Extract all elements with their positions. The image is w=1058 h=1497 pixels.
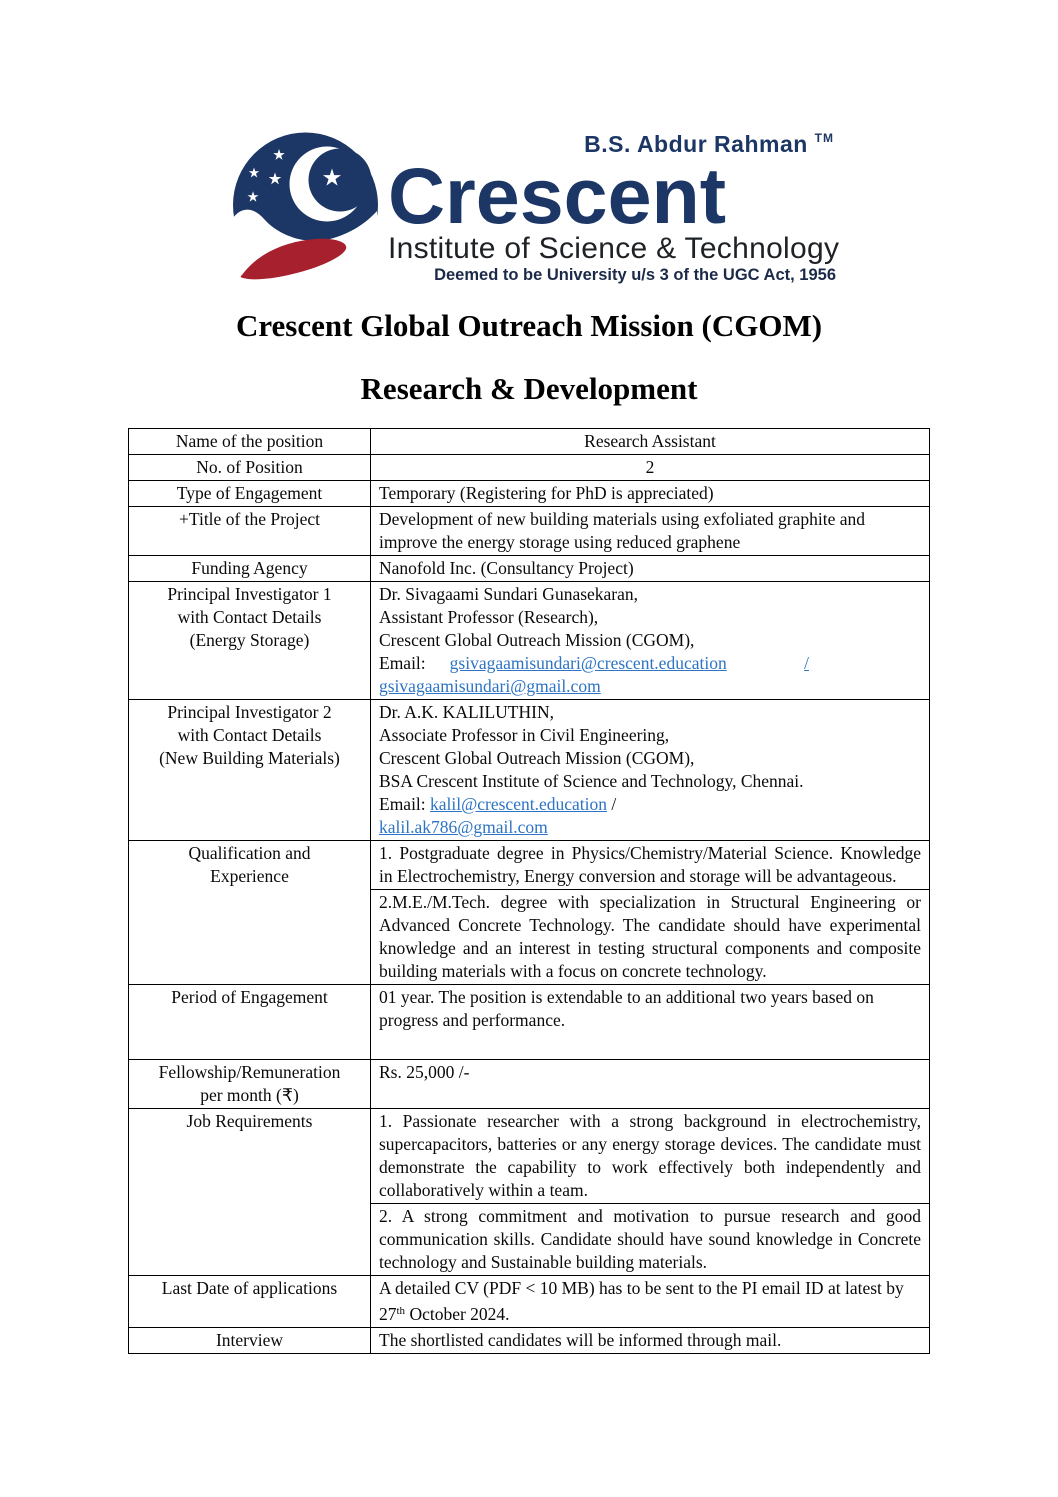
table-row-position <box>129 429 930 455</box>
row-label-engagement-type: Type of Engagement <box>129 481 371 507</box>
ordinal-suffix: th <box>396 1305 406 1317</box>
page-subtitle: Research & Development <box>360 371 698 406</box>
email-label: Email: <box>379 794 426 814</box>
email-separator: / <box>804 653 809 673</box>
row-label-last-date: Last Date of applications <box>129 1276 371 1328</box>
table-row-fellowship <box>129 1060 930 1109</box>
pi1-designation: Assistant Professor (Research), <box>379 607 599 627</box>
qualification-label-line: Experience <box>210 866 289 886</box>
table-row-interview <box>129 1328 930 1354</box>
row-label-fellowship <box>129 1060 371 1109</box>
row-label-pi1 <box>129 582 371 700</box>
pi2-name: Dr. A.K. KALILUTHIN, <box>379 702 554 722</box>
row-value-job-requirements-2: 2. A strong commitment and motivation to pursue research and good communication skills. Candidate should have sound knowledge in Concrete technology and Sustainable building materials. <box>371 1204 930 1276</box>
row-label-qualification <box>129 841 371 985</box>
trademark-text: B.S. Abdur Rahman <box>584 131 808 157</box>
last-date-text: October 2024. <box>405 1304 510 1324</box>
table-row-engagement-type <box>129 481 930 507</box>
row-value-funding-agency: Nanofold Inc. (Consultancy Project) <box>371 556 930 582</box>
row-label-count: No. of Position <box>129 455 371 481</box>
row-label-funding-agency: Funding Agency <box>129 556 371 582</box>
row-value-pi1 <box>371 582 930 700</box>
pi1-email-primary-link[interactable]: gsivagaamisundari@crescent.education <box>449 653 727 673</box>
row-label-pi2 <box>129 700 371 841</box>
institute-subtitle: Institute of Science & Technology <box>388 232 840 265</box>
table-row-pi2 <box>129 700 930 841</box>
table-row-project-title <box>129 507 930 556</box>
table-row-pi1 <box>129 582 930 700</box>
row-value-pi2 <box>371 700 930 841</box>
row-value-count: 2 <box>371 455 930 481</box>
last-date-text: A detailed CV (PDF < 10 MB) has to be sent to the PI email ID at latest by 27 <box>379 1278 904 1324</box>
row-value-qualification-2: 2.M.E./M.Tech. degree with specialization in Structural Engineering or Advanced Concrete Technology. The candidate should have experimental knowledge and an interest in testing structural components and composite building materials with a focus on concrete technology. <box>371 890 930 985</box>
crescent-emblem-logo <box>228 125 378 288</box>
row-label-project-title: +Title of the Project <box>129 507 371 556</box>
pi1-email-secondary-link[interactable]: gsivagaamisundari@gmail.com <box>379 676 601 696</box>
logo-text-block <box>388 125 840 285</box>
email-separator: / <box>611 794 617 814</box>
pi2-label-line: with Contact Details <box>177 725 322 745</box>
pi2-institute: BSA Crescent Institute of Science and Technology, Chennai. <box>379 771 804 791</box>
row-label-job-requirements: Job Requirements <box>129 1109 371 1276</box>
email-label: Email: <box>379 653 426 673</box>
qualification-label-line: Qualification and <box>188 843 311 863</box>
pi1-department: Crescent Global Outreach Mission (CGOM), <box>379 630 695 650</box>
row-value-position: Research Assistant <box>371 429 930 455</box>
row-label-period: Period of Engagement <box>129 985 371 1060</box>
row-value-project-title: Development of new building materials using exfoliated graphite and improve the energy storage using reduced graphene <box>371 507 930 556</box>
pi2-designation: Associate Professor in Civil Engineering, <box>379 725 670 745</box>
table-row-period <box>129 985 930 1060</box>
table-row-qualification <box>129 841 930 890</box>
row-value-interview: The shortlisted candidates will be informed through mail. <box>371 1328 930 1354</box>
table-row-count <box>129 455 930 481</box>
row-label-interview: Interview <box>129 1328 371 1354</box>
pi1-name: Dr. Sivagaami Sundari Gunasekaran, <box>379 584 639 604</box>
deemed-university-tagline: Deemed to be University u/s 3 of the UGC Act, 1956 <box>434 266 836 284</box>
letterhead <box>128 125 930 285</box>
pi2-department: Crescent Global Outreach Mission (CGOM), <box>379 748 695 768</box>
row-value-last-date <box>371 1276 930 1328</box>
table-row-job-requirements <box>129 1109 930 1204</box>
pi2-email-secondary-link[interactable]: kalil.ak786@gmail.com <box>379 817 548 837</box>
row-value-period: 01 year. The position is extendable to an additional two years based on progress and performance. <box>371 985 930 1060</box>
position-details-table <box>128 428 930 1354</box>
row-value-qualification-1: 1. Postgraduate degree in Physics/Chemistry/Material Science. Knowledge in Electrochemistry, Energy conversion and storage will be advantageous. <box>371 841 930 890</box>
pi2-email-line <box>379 793 921 816</box>
row-value-engagement-type: Temporary (Registering for PhD is appreciated) <box>371 481 930 507</box>
pi2-email-primary-link[interactable]: kalil@crescent.education <box>430 794 607 814</box>
row-label-position: Name of the position <box>129 429 371 455</box>
table-row-last-date <box>129 1276 930 1328</box>
row-value-job-requirements-1: 1. Passionate researcher with a strong background in electrochemistry, supercapacitors, batteries or any energy storage devices. The candidate must demonstrate the capability to work effectively both independently and collaboratively within a team. <box>371 1109 930 1204</box>
tm-symbol: TM <box>814 131 834 145</box>
fellowship-label-line: Fellowship/Remuneration <box>158 1062 341 1082</box>
pi1-label-line: with Contact Details <box>177 607 322 627</box>
wordmark: Crescent <box>388 151 727 240</box>
pi1-email-line <box>379 652 921 675</box>
pi1-label-line: (Energy Storage) <box>189 630 310 650</box>
pi1-label-line: Principal Investigator 1 <box>167 584 332 604</box>
table-row-funding-agency <box>129 556 930 582</box>
fellowship-label-line: per month (₹) <box>200 1085 299 1105</box>
page-title: Crescent Global Outreach Mission (CGOM) <box>235 308 823 343</box>
row-value-fellowship: Rs. 25,000 /- <box>371 1060 930 1109</box>
crescent-moon-stars-icon <box>228 125 378 283</box>
pi2-label-line: Principal Investigator 2 <box>167 702 332 722</box>
pi2-label-line: (New Building Materials) <box>159 748 340 768</box>
